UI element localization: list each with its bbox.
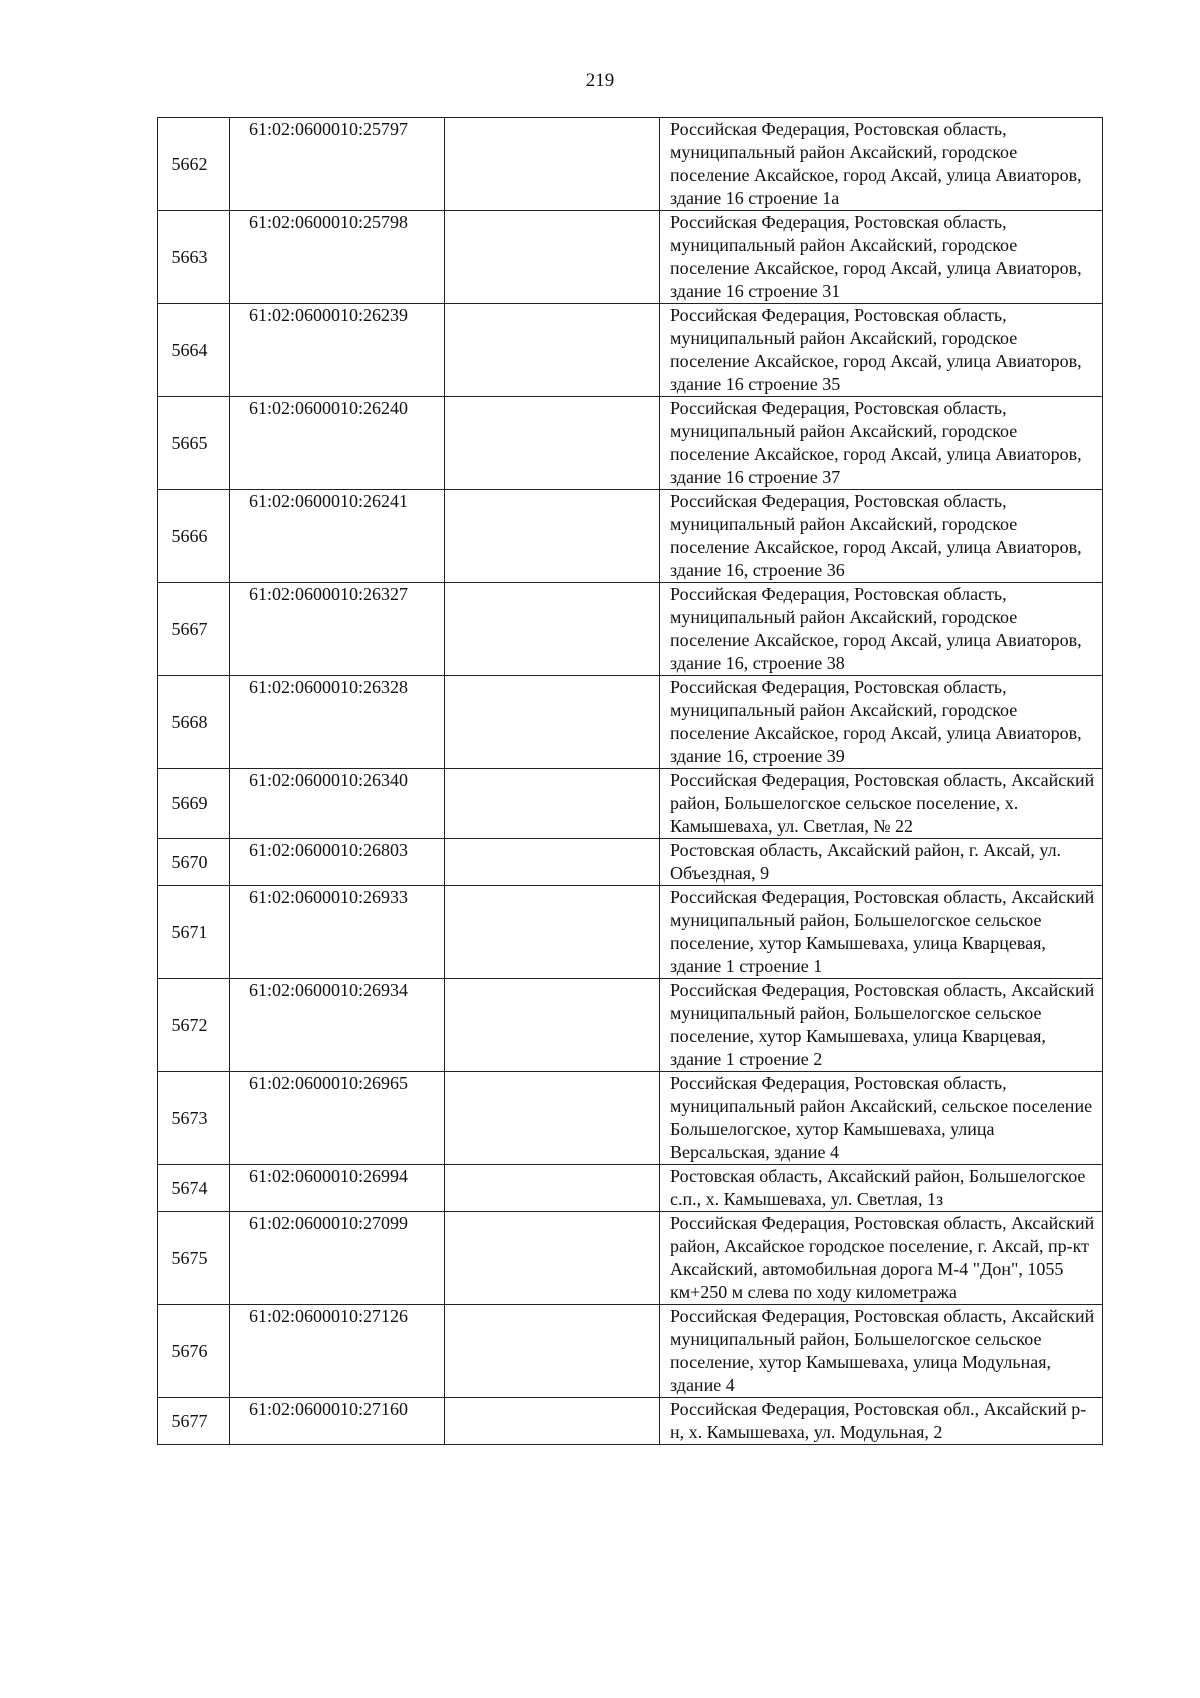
cadastral-number: 61:02:0600010:26965 bbox=[230, 1072, 445, 1165]
address: Ростовская область, Аксайский район, г. Аксай, ул. Объездная, 9 bbox=[660, 839, 1103, 886]
cadastral-number: 61:02:0600010:27160 bbox=[230, 1398, 445, 1445]
row-number: 5662 bbox=[158, 118, 230, 211]
row-number: 5676 bbox=[158, 1305, 230, 1398]
table-row bbox=[158, 1072, 1103, 1165]
row-number: 5666 bbox=[158, 490, 230, 583]
table-row bbox=[158, 583, 1103, 676]
table-row bbox=[158, 886, 1103, 979]
empty-cell bbox=[445, 397, 660, 490]
empty-cell bbox=[445, 1398, 660, 1445]
cadastral-number: 61:02:0600010:26328 bbox=[230, 676, 445, 769]
address: Российская Федерация, Ростовская область, муниципальный район Аксайский, городское поселение Аксайское, город Аксай, улица Авиаторов, здание 16 строение 1а bbox=[660, 118, 1103, 211]
cadastral-number: 61:02:0600010:27099 bbox=[230, 1212, 445, 1305]
empty-cell bbox=[445, 676, 660, 769]
row-number: 5665 bbox=[158, 397, 230, 490]
cadastral-number: 61:02:0600010:26934 bbox=[230, 979, 445, 1072]
empty-cell bbox=[445, 1212, 660, 1305]
address: Российская Федерация, Ростовская область, муниципальный район Аксайский, городское поселение Аксайское, город Аксай, улица Авиаторов, здание 16 строение 35 bbox=[660, 304, 1103, 397]
empty-cell bbox=[445, 886, 660, 979]
table-row bbox=[158, 490, 1103, 583]
row-number: 5667 bbox=[158, 583, 230, 676]
table-row bbox=[158, 676, 1103, 769]
table-row bbox=[158, 397, 1103, 490]
address: Российская Федерация, Ростовская область, муниципальный район Аксайский, городское поселение Аксайское, город Аксай, улица Авиаторов, здание 16 строение 37 bbox=[660, 397, 1103, 490]
address: Российская Федерация, Ростовская область, муниципальный район Аксайский, городское поселение Аксайское, город Аксай, улица Авиаторов, здание 16, строение 39 bbox=[660, 676, 1103, 769]
cadastral-number: 61:02:0600010:26327 bbox=[230, 583, 445, 676]
row-number: 5670 bbox=[158, 839, 230, 886]
cadastral-number: 61:02:0600010:26240 bbox=[230, 397, 445, 490]
cadastral-registry-table bbox=[157, 117, 1103, 1445]
address: Российская Федерация, Ростовская область, муниципальный район Аксайский, сельское поселение Большелогское, хутор Камышеваха, улица Версальская, здание 4 bbox=[660, 1072, 1103, 1165]
address: Российская Федерация, Ростовская область, Аксайский муниципальный район, Большелогское сельское поселение, хутор Камышеваха, улица Кварцевая, здание 1 строение 1 bbox=[660, 886, 1103, 979]
empty-cell bbox=[445, 769, 660, 839]
row-number: 5669 bbox=[158, 769, 230, 839]
table-row bbox=[158, 769, 1103, 839]
table-row bbox=[158, 979, 1103, 1072]
cadastral-number: 61:02:0600010:26239 bbox=[230, 304, 445, 397]
row-number: 5673 bbox=[158, 1072, 230, 1165]
address: Российская Федерация, Ростовская область, муниципальный район Аксайский, городское поселение Аксайское, город Аксай, улица Авиаторов, здание 16 строение 31 bbox=[660, 211, 1103, 304]
row-number: 5663 bbox=[158, 211, 230, 304]
address: Российская Федерация, Ростовская область, муниципальный район Аксайский, городское поселение Аксайское, город Аксай, улица Авиаторов, здание 16, строение 36 bbox=[660, 490, 1103, 583]
table-row bbox=[158, 839, 1103, 886]
row-number: 5675 bbox=[158, 1212, 230, 1305]
address: Российская Федерация, Ростовская область, Аксайский район, Аксайское городское поселение, г. Аксай, пр-кт Аксайский, автомобильная дорога М-4 "Дон", 1055 км+250 м слева по ходу километража bbox=[660, 1212, 1103, 1305]
address: Российская Федерация, Ростовская область, Аксайский муниципальный район, Большелогское сельское поселение, хутор Камышеваха, улица Модульная, здание 4 bbox=[660, 1305, 1103, 1398]
address: Российская Федерация, Ростовская обл., Аксайский р-н, х. Камышеваха, ул. Модульная, 2 bbox=[660, 1398, 1103, 1445]
table-row bbox=[158, 1398, 1103, 1445]
cadastral-number: 61:02:0600010:26803 bbox=[230, 839, 445, 886]
empty-cell bbox=[445, 979, 660, 1072]
address: Российская Федерация, Ростовская область, Аксайский район, Большелогское сельское поселение, х. Камышеваха, ул. Светлая, № 22 bbox=[660, 769, 1103, 839]
row-number: 5672 bbox=[158, 979, 230, 1072]
cadastral-number: 61:02:0600010:26241 bbox=[230, 490, 445, 583]
empty-cell bbox=[445, 839, 660, 886]
table-row bbox=[158, 1305, 1103, 1398]
row-number: 5671 bbox=[158, 886, 230, 979]
row-number: 5677 bbox=[158, 1398, 230, 1445]
table-row bbox=[158, 1165, 1103, 1212]
empty-cell bbox=[445, 1072, 660, 1165]
cadastral-number: 61:02:0600010:27126 bbox=[230, 1305, 445, 1398]
table-row bbox=[158, 1212, 1103, 1305]
empty-cell bbox=[445, 304, 660, 397]
empty-cell bbox=[445, 583, 660, 676]
cadastral-number: 61:02:0600010:26994 bbox=[230, 1165, 445, 1212]
address: Российская Федерация, Ростовская область, Аксайский муниципальный район, Большелогское сельское поселение, хутор Камышеваха, улица Кварцевая, здание 1 строение 2 bbox=[660, 979, 1103, 1072]
cadastral-number: 61:02:0600010:26933 bbox=[230, 886, 445, 979]
address: Российская Федерация, Ростовская область, муниципальный район Аксайский, городское поселение Аксайское, город Аксай, улица Авиаторов, здание 16, строение 38 bbox=[660, 583, 1103, 676]
empty-cell bbox=[445, 211, 660, 304]
empty-cell bbox=[445, 118, 660, 211]
empty-cell bbox=[445, 1305, 660, 1398]
row-number: 5668 bbox=[158, 676, 230, 769]
address: Ростовская область, Аксайский район, Большелогское с.п., х. Камышеваха, ул. Светлая, 1з bbox=[660, 1165, 1103, 1212]
cadastral-number: 61:02:0600010:26340 bbox=[230, 769, 445, 839]
row-number: 5664 bbox=[158, 304, 230, 397]
row-number: 5674 bbox=[158, 1165, 230, 1212]
table-row bbox=[158, 118, 1103, 211]
empty-cell bbox=[445, 490, 660, 583]
table-row bbox=[158, 304, 1103, 397]
cadastral-number: 61:02:0600010:25797 bbox=[230, 118, 445, 211]
empty-cell bbox=[445, 1165, 660, 1212]
table-row bbox=[158, 211, 1103, 304]
page-number: 219 bbox=[585, 70, 615, 91]
cadastral-number: 61:02:0600010:25798 bbox=[230, 211, 445, 304]
